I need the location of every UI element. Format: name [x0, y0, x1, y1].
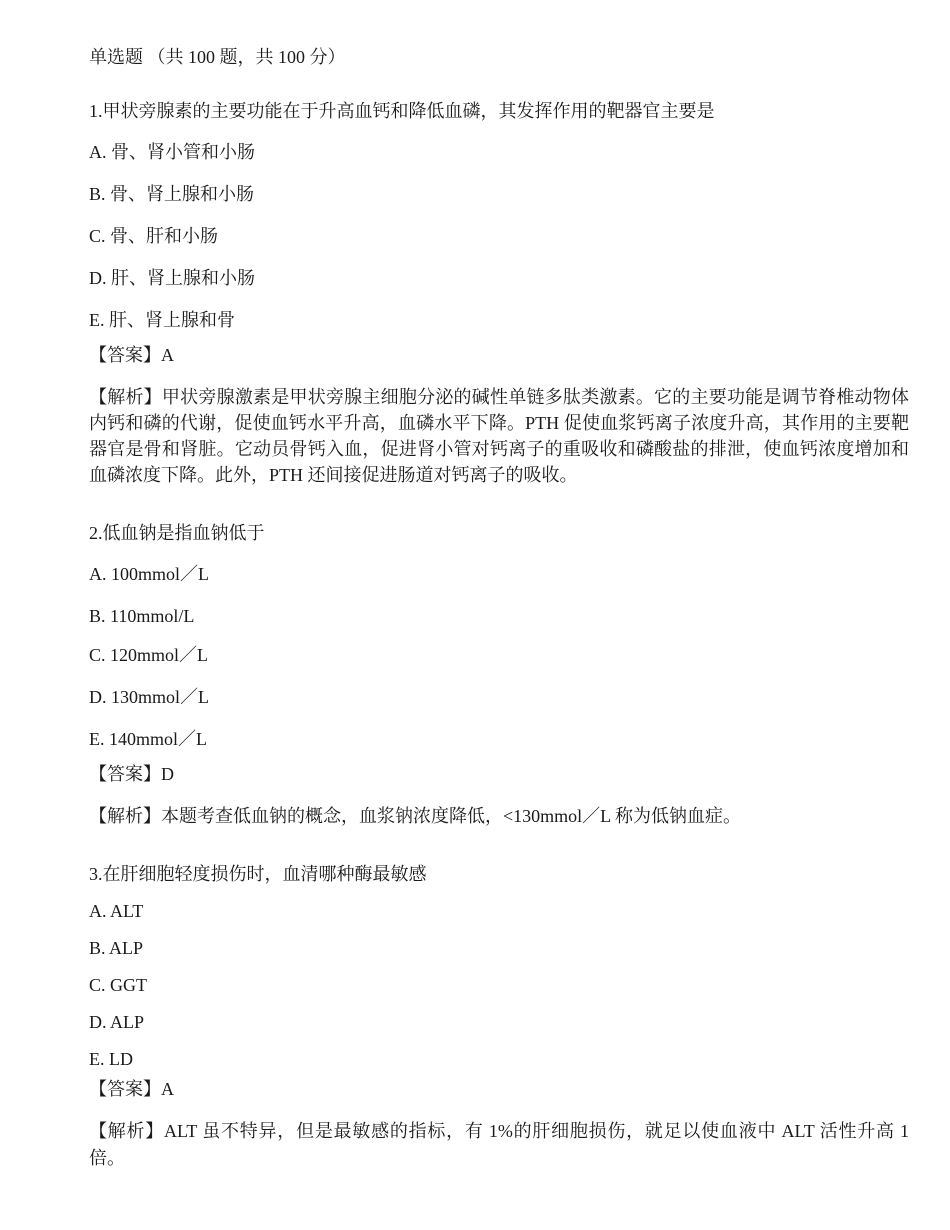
- question-stem: 3.在肝细胞轻度损伤时，血清哪种酶最敏感: [89, 864, 427, 885]
- analysis: 【解析】甲状旁腺激素是甲状旁腺主细胞分泌的碱性单链多肽类激素。它的主要功能是调节脊椎动物体内钙和磷的代谢，促使血钙水平升高，血磷水平下降。PTH 促使血浆钙离子浓度升高，其作用的主要靶器官是骨和肾脏。它动员骨钙入血，促进肾小管对钙离子的重吸收和磷酸盐的排泄，使血钙浓度增加和血磷浓度下降。此外，PTH 还间接促进肠道对钙离子的吸收。: [89, 387, 909, 486]
- option-c: C. GGT: [89, 975, 147, 996]
- option-a: A. 骨、肾小管和小肠: [89, 142, 255, 162]
- option-a: A. ALT: [89, 901, 144, 922]
- option-c: C. 骨、肝和小肠: [89, 226, 219, 246]
- document-page: [89, 44, 909, 1203]
- option-d: D. ALP: [89, 1012, 145, 1033]
- option-d: D. 肝、肾上腺和小肠: [89, 268, 255, 288]
- option-e: E. 140mmol／L: [89, 729, 207, 750]
- option-c: C. 120mmol／L: [89, 645, 209, 666]
- analysis: 【解析】本题考查低血钠的概念，血浆钠浓度降低，<130mmol／L 称为低钠血症。: [89, 806, 741, 827]
- option-b: B. ALP: [89, 938, 144, 959]
- option-b: B. 110mmol/L: [89, 606, 195, 627]
- option-b: B. 骨、肾上腺和小肠: [89, 184, 255, 204]
- answer: 【答案】D: [89, 764, 174, 785]
- question-1: [89, 98, 909, 488]
- option-a: A. 100mmol／L: [89, 564, 209, 585]
- question-3: [89, 861, 909, 1170]
- option-e: E. LD: [89, 1049, 133, 1070]
- analysis: 【解析】ALT 虽不特异，但是最敏感的指标，有 1%的肝细胞损伤，就足以使血液中 ALT 活性升高 1 倍。: [89, 1121, 909, 1168]
- question-stem: 2.低血钠是指血钠低于: [89, 523, 265, 544]
- question-2: [89, 520, 909, 829]
- section-title: 单选题 （共 100 题，共 100 分）: [89, 47, 346, 67]
- answer: 【答案】A: [89, 1079, 174, 1100]
- option-e: E. 肝、肾上腺和骨: [89, 310, 235, 330]
- question-stem: 1.甲状旁腺素的主要功能在于升高血钙和降低血磷，其发挥作用的靶器官主要是: [89, 101, 715, 121]
- option-d: D. 130mmol／L: [89, 687, 209, 708]
- answer: 【答案】A: [89, 345, 174, 365]
